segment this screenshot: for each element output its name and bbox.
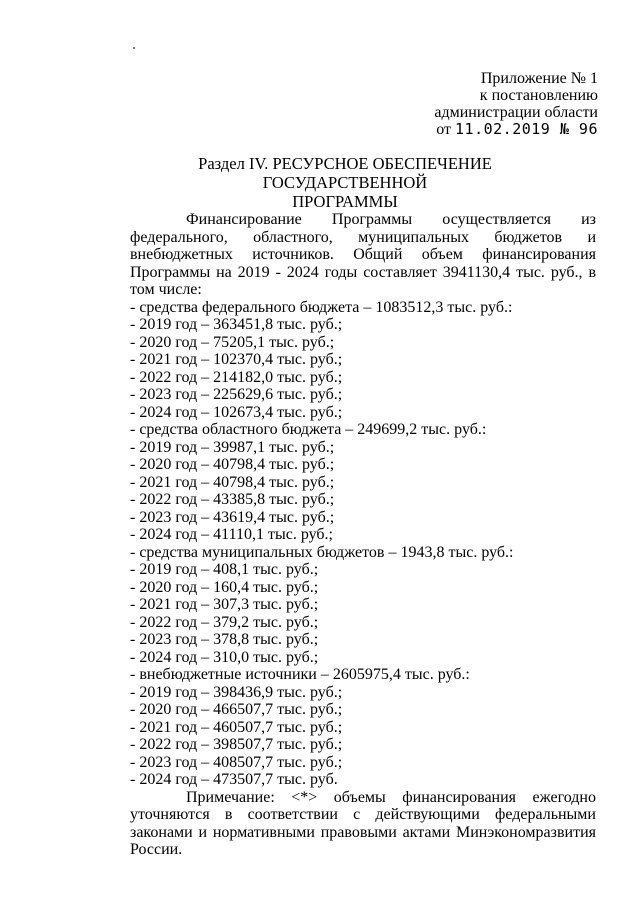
list-item: - 2024 год – 41110,1 тыс. руб.; <box>130 526 333 543</box>
list-item: - 2021 год – 460507,7 тыс. руб.; <box>130 718 343 736</box>
scan-speck <box>133 47 135 49</box>
date-prefix: от <box>436 121 452 138</box>
list-item: - 2020 год – 75205,1 тыс. руб.; <box>130 333 335 351</box>
section-heading <box>130 154 560 211</box>
appendix-line-3: администрации области <box>434 104 598 121</box>
list-item: - внебюджетные источники – 2605975,4 тыс. руб.: <box>130 666 470 683</box>
appendix-line-2: к постановлению <box>479 87 598 104</box>
list-item: - 2021 год – 40798,4 тыс. руб.; <box>130 473 335 491</box>
list-item: - 2020 год – 160,4 тыс. руб.; <box>130 578 319 596</box>
note-paragraph: Примечание: <*> объемы финансирования ежегодно уточняются в соответствии с действующими федеральными законами и нормативными правовыми актами Минэкономразвития России. <box>130 788 596 858</box>
section-title-line-2: ПРОГРАММЫ <box>292 192 398 211</box>
section-body <box>130 211 596 859</box>
list-item: - 2019 год – 408,1 тыс. руб.; <box>130 561 319 578</box>
list-item: - 2023 год – 378,8 тыс. руб.; <box>130 631 319 648</box>
appendix-date-line <box>434 121 598 138</box>
list-item: - 2021 год – 102370,4 тыс. руб.; <box>130 351 343 368</box>
list-item: - 2019 год – 398436,9 тыс. руб.; <box>130 683 343 701</box>
list-item: - 2023 год – 408507,7 тыс. руб.; <box>130 753 343 771</box>
appendix-line-1: Приложение № 1 <box>480 70 598 87</box>
list-item: - средства федерального бюджета – 1083512,3 тыс. руб.: <box>130 298 513 316</box>
intro-paragraph: Финансирование Программы осуществляется из федерального, областного, муниципальных бюджетов и внебюджетных источников. Общий объем финансирования Программы на 2019 - 2024 годы составляет 3941130,4 тыс. руб., в том числе: <box>130 211 596 298</box>
list-item: - 2020 год – 466507,7 тыс. руб.; <box>130 701 343 718</box>
list-item: - средства областного бюджета – 249699,2 тыс. руб.: <box>130 421 487 438</box>
list-item: - 2023 год – 43619,4 тыс. руб.; <box>130 508 335 526</box>
list-item: - 2023 год – 225629,6 тыс. руб.; <box>130 386 343 403</box>
date-stamp: 11.02.2019 № 96 <box>455 120 598 138</box>
list-item: - 2024 год – 310,0 тыс. руб.; <box>130 648 319 666</box>
list-item: - 2022 год – 398507,7 тыс. руб.; <box>130 736 343 753</box>
list-item: - 2019 год – 363451,8 тыс. руб.; <box>130 316 343 333</box>
list-item: - 2024 год – 473507,7 тыс. руб. <box>130 771 338 788</box>
list-item: - 2022 год – 214182,0 тыс. руб.; <box>130 368 343 386</box>
funding-list <box>130 299 596 789</box>
appendix-block <box>434 70 598 138</box>
list-item: - средства муниципальных бюджетов – 1943,8 тыс. руб.: <box>130 543 514 561</box>
list-item: - 2022 год – 379,2 тыс. руб.; <box>130 613 319 631</box>
list-item: - 2024 год – 102673,4 тыс. руб.; <box>130 403 343 421</box>
list-item: - 2019 год – 39987,1 тыс. руб.; <box>130 438 335 456</box>
list-item: - 2020 год – 40798,4 тыс. руб.; <box>130 456 335 473</box>
list-item: - 2021 год – 307,3 тыс. руб.; <box>130 596 319 613</box>
list-item: - 2022 год – 43385,8 тыс. руб.; <box>130 491 335 508</box>
section-title-line-1: Раздел IV. РЕСУРСНОЕ ОБЕСПЕЧЕНИЕ ГОСУДАРСТВЕННОЙ <box>198 154 492 192</box>
